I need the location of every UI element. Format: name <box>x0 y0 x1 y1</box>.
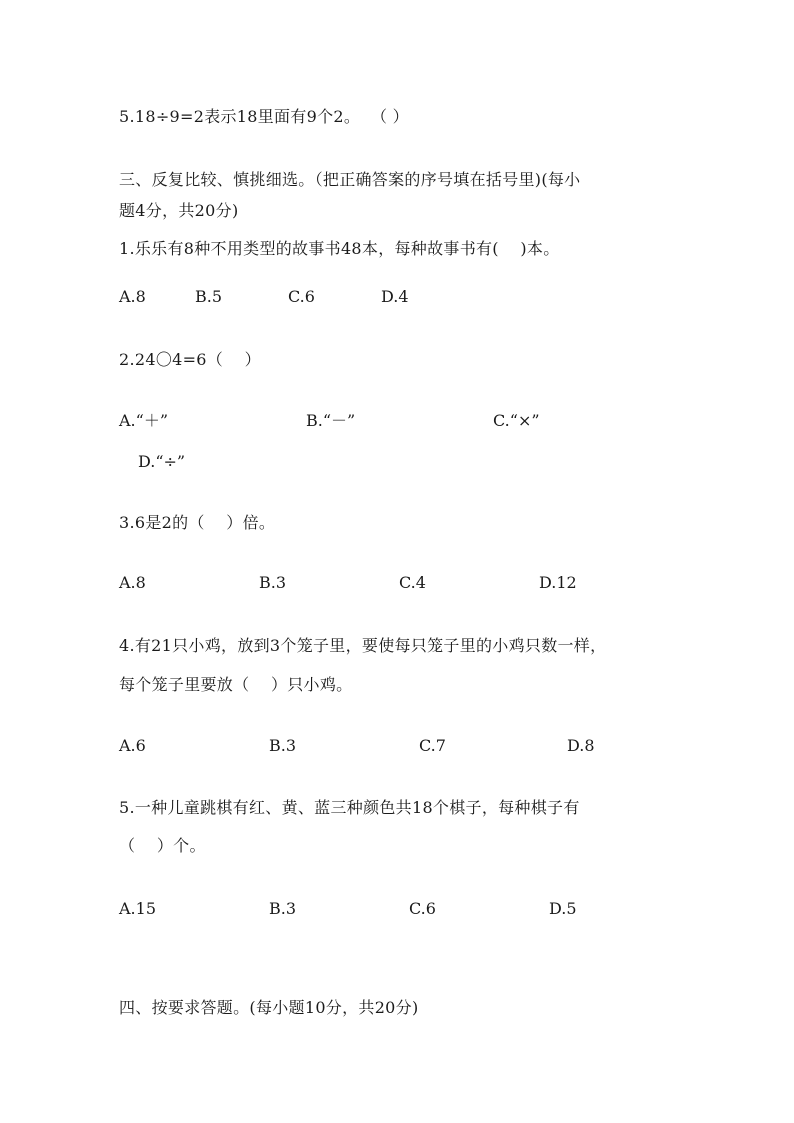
question-2-option-d: D.“÷” <box>138 452 186 471</box>
question-2-option-b: B.“－” <box>306 411 356 430</box>
question-5-option-d: D.5 <box>549 899 577 918</box>
question-5-option-a: A.15 <box>119 899 156 918</box>
question-1-option-b: B.5 <box>195 287 223 306</box>
question-4-option-d: D.8 <box>567 736 595 755</box>
question-1-text: 1.乐乐有8种不用类型的故事书48本，每种故事书有( )本。 <box>119 239 560 258</box>
question-4-option-a: A.6 <box>119 736 146 755</box>
question-5-text-line2: （ ）个。 <box>119 836 206 855</box>
question-5-text-line1: 5.一种儿童跳棋有红、黄、蓝三种颜色共18个棋子，每种棋子有 <box>119 798 580 817</box>
question-5-option-b: B.3 <box>269 899 297 918</box>
question-1-option-d: D.4 <box>381 287 409 306</box>
question-3-option-a: A.8 <box>119 573 146 592</box>
question-3-option-d: D.12 <box>539 573 577 592</box>
judge-item-5: 5.18÷9=2表示18里面有9个2。 （ ） <box>119 107 409 126</box>
question-3-option-c: C.4 <box>399 573 426 592</box>
question-4-text-line2: 每个笼子里要放（ ）只小鸡。 <box>119 675 353 694</box>
question-3-text: 3.6是2的（ ）倍。 <box>119 513 276 532</box>
question-2-option-a: A.“＋” <box>119 411 169 430</box>
question-1-option-c: C.6 <box>288 287 315 306</box>
question-3-option-b: B.3 <box>259 573 287 592</box>
question-2-text: 2.24〇4=6（ ） <box>119 350 261 369</box>
question-1-option-a: A.8 <box>119 287 146 306</box>
question-4-option-b: B.3 <box>269 736 297 755</box>
section-3-heading-line1: 三、反复比较、慎挑细选。（把正确答案的序号填在括号里)(每小 <box>119 170 581 189</box>
question-4-text-line1: 4.有21只小鸡，放到3个笼子里，要使每只笼子里的小鸡只数一样， <box>119 636 607 655</box>
question-5-option-c: C.6 <box>409 899 436 918</box>
section-4-heading: 四、按要求答题。(每小题10分，共20分) <box>119 998 419 1017</box>
section-3-heading-line2: 题4分，共20分) <box>119 201 239 220</box>
question-2-option-c: C.“×” <box>493 411 540 430</box>
question-4-option-c: C.7 <box>419 736 446 755</box>
